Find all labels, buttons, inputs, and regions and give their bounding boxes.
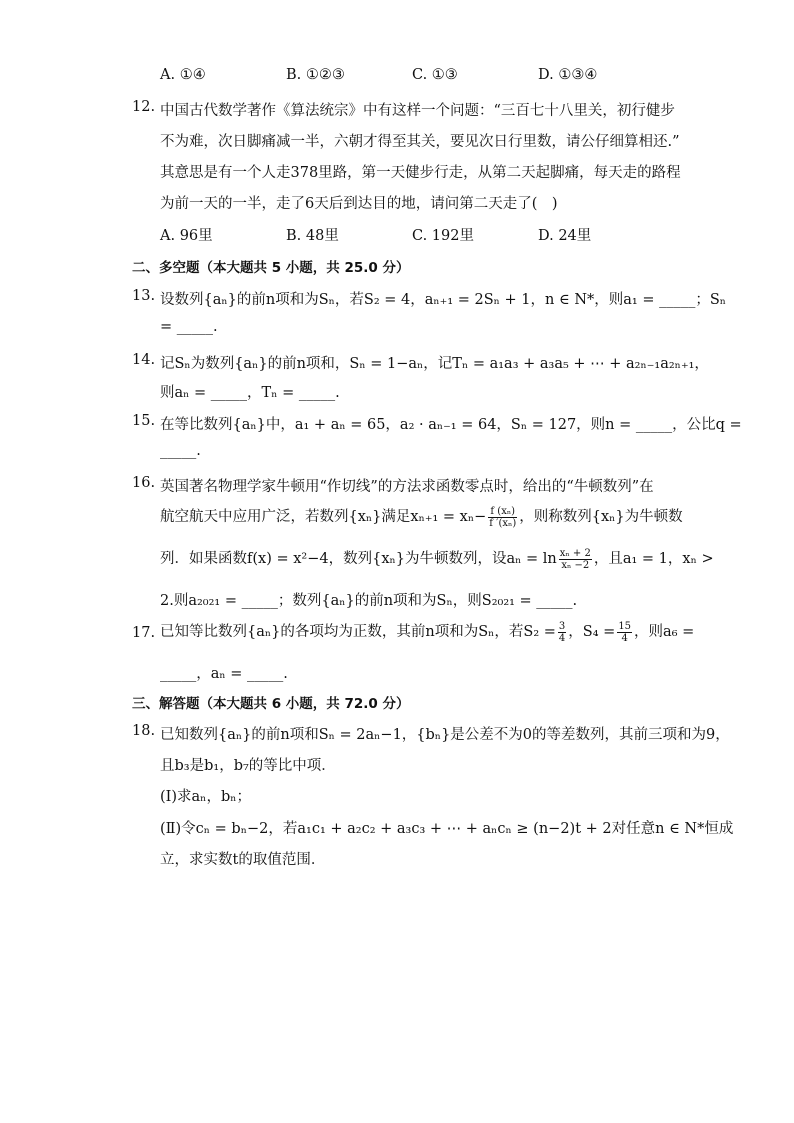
q17-fraction-s4	[617, 621, 632, 644]
q16-line-2	[160, 505, 683, 529]
section-2-heading: 二、多空题（本大题共 5 小题，共 25.0 分）	[132, 260, 410, 276]
q11-options	[160, 67, 597, 83]
q16-line-2-end: ，则称数列{xₙ}为牛顿数	[519, 509, 683, 525]
q13-line-1: 设数列{aₙ}的前n项和为Sₙ，若S₂ = 4，aₙ₊₁ = 2Sₙ + 1，n ∈ N*，则a₁ = _____；Sₙ	[160, 292, 727, 308]
q12-line-3: 其意思是有一个人走378里路，第一天健步行走，从第二天起脚痛，每天走的路程	[160, 165, 681, 181]
q17-number: 17.	[132, 625, 156, 641]
q17-line-1-mid: ，S₄ =	[568, 624, 616, 640]
q12-option-a: A. 96里	[160, 228, 213, 244]
q16-line-3	[160, 547, 714, 571]
q12-option-c: C. 192里	[412, 228, 474, 244]
q13-number: 13.	[132, 288, 156, 304]
q17-line-1-end: ，则a₆ =	[634, 624, 695, 640]
q14-line-1: 记Sₙ为数列{aₙ}的前n项和，Sₙ = 1−aₙ，记Tₙ = a₁a₃ + a₃a₅ + ⋯ + a₂ₙ₋₁a₂ₙ₊₁，	[160, 356, 709, 372]
q17-line-1	[160, 620, 694, 644]
q15-line-2: _____.	[160, 443, 201, 459]
q16-newton-fraction	[488, 506, 517, 529]
q17-s4-denominator: 4	[621, 632, 628, 644]
q16-fraction-denominator: f ′(xₙ)	[489, 517, 517, 529]
q17-s2-numerator: 3	[558, 620, 566, 632]
q16-line-2-start: 航空航天中应用广泛，若数列{xₙ}满足xₙ₊₁ = xₙ−	[160, 509, 487, 525]
q11-option-a: A. ①④	[160, 67, 206, 83]
section-3-heading: 三、解答题（本大题共 6 小题，共 72.0 分）	[132, 696, 410, 712]
q12-option-b: B. 48里	[286, 228, 339, 244]
q18-part-2: (Ⅱ)令cₙ = bₙ−2，若a₁c₁ + a₂c₂ + a₃c₃ + ⋯ + aₙcₙ ≥ (n−2)t + 2对任意n ∈ N*恒成	[160, 821, 734, 837]
q18-number: 18.	[132, 723, 156, 739]
q16-log-denominator: xₙ −2	[561, 559, 590, 571]
q16-line-4: 2.则a₂₀₂₁ = _____；数列{aₙ}的前n项和为Sₙ，则S₂₀₂₁ = _____.	[160, 593, 578, 609]
q13-line-2: = _____.	[160, 319, 218, 335]
q16-line-1: 英国著名物理学家牛顿用“作切线”的方法求函数零点时，给出的“牛顿数列”在	[160, 479, 654, 495]
q16-line-3-end: ，且a₁ = 1，xₙ >	[593, 551, 714, 567]
q17-fraction-s2	[558, 621, 566, 644]
q12-options	[160, 224, 591, 245]
q17-s4-numerator: 15	[618, 620, 632, 632]
q16-log-numerator: xₙ + 2	[559, 547, 591, 559]
q16-log-fraction	[559, 548, 592, 571]
q11-option-b: B. ①②③	[286, 67, 345, 83]
q12-line-2: 不为难，次日脚痛减一半，六朝才得至其关，要见次日行里数，请公仔细算相还.”	[160, 134, 680, 150]
q12-line-1: 中国古代数学著作《算法统宗》中有这样一个问题：“三百七十八里关，初行健步	[160, 103, 675, 119]
q16-number: 16.	[132, 475, 156, 491]
q17-s2-denominator: 4	[558, 632, 566, 644]
q15-number: 15.	[132, 413, 156, 429]
q15-line-1: 在等比数列{aₙ}中，a₁ + aₙ = 65，a₂ · aₙ₋₁ = 64，Sₙ = 127，则n = _____，公比q =	[160, 417, 742, 433]
q16-fraction-numerator: f (xₙ)	[488, 506, 517, 518]
q18-line-2: 且b₃是b₁，b₇的等比中项．	[160, 758, 336, 774]
q14-line-2: 则aₙ = _____，Tₙ = _____.	[160, 385, 340, 401]
q14-number: 14.	[132, 352, 156, 368]
q12-option-d: D. 24里	[538, 228, 592, 244]
q11-option-d: D. ①③④	[538, 67, 598, 83]
q18-line-1: 已知数列{aₙ}的前n项和Sₙ = 2aₙ−1，{bₙ}是公差不为0的等差数列，其前三项和为9，	[160, 727, 730, 743]
q16-line-3-start: 列．如果函数f(x) = x²−4，数列{xₙ}为牛顿数列，设aₙ = ln	[160, 551, 557, 567]
q11-option-c: C. ①③	[412, 67, 458, 83]
q17-line-2: _____，aₙ = _____.	[160, 666, 288, 682]
q12-number: 12.	[132, 99, 156, 115]
q12-line-4: 为前一天的一半，走了6天后到达目的地，请问第二天走了( )	[160, 196, 558, 212]
q18-part-2-cont: 立，求实数t的取值范围．	[160, 852, 326, 868]
q18-part-1: (Ⅰ)求aₙ，bₙ；	[160, 789, 252, 805]
q17-line-1-start: 已知等比数列{aₙ}的各项均为正数，其前n项和为Sₙ，若S₂ =	[160, 624, 556, 640]
